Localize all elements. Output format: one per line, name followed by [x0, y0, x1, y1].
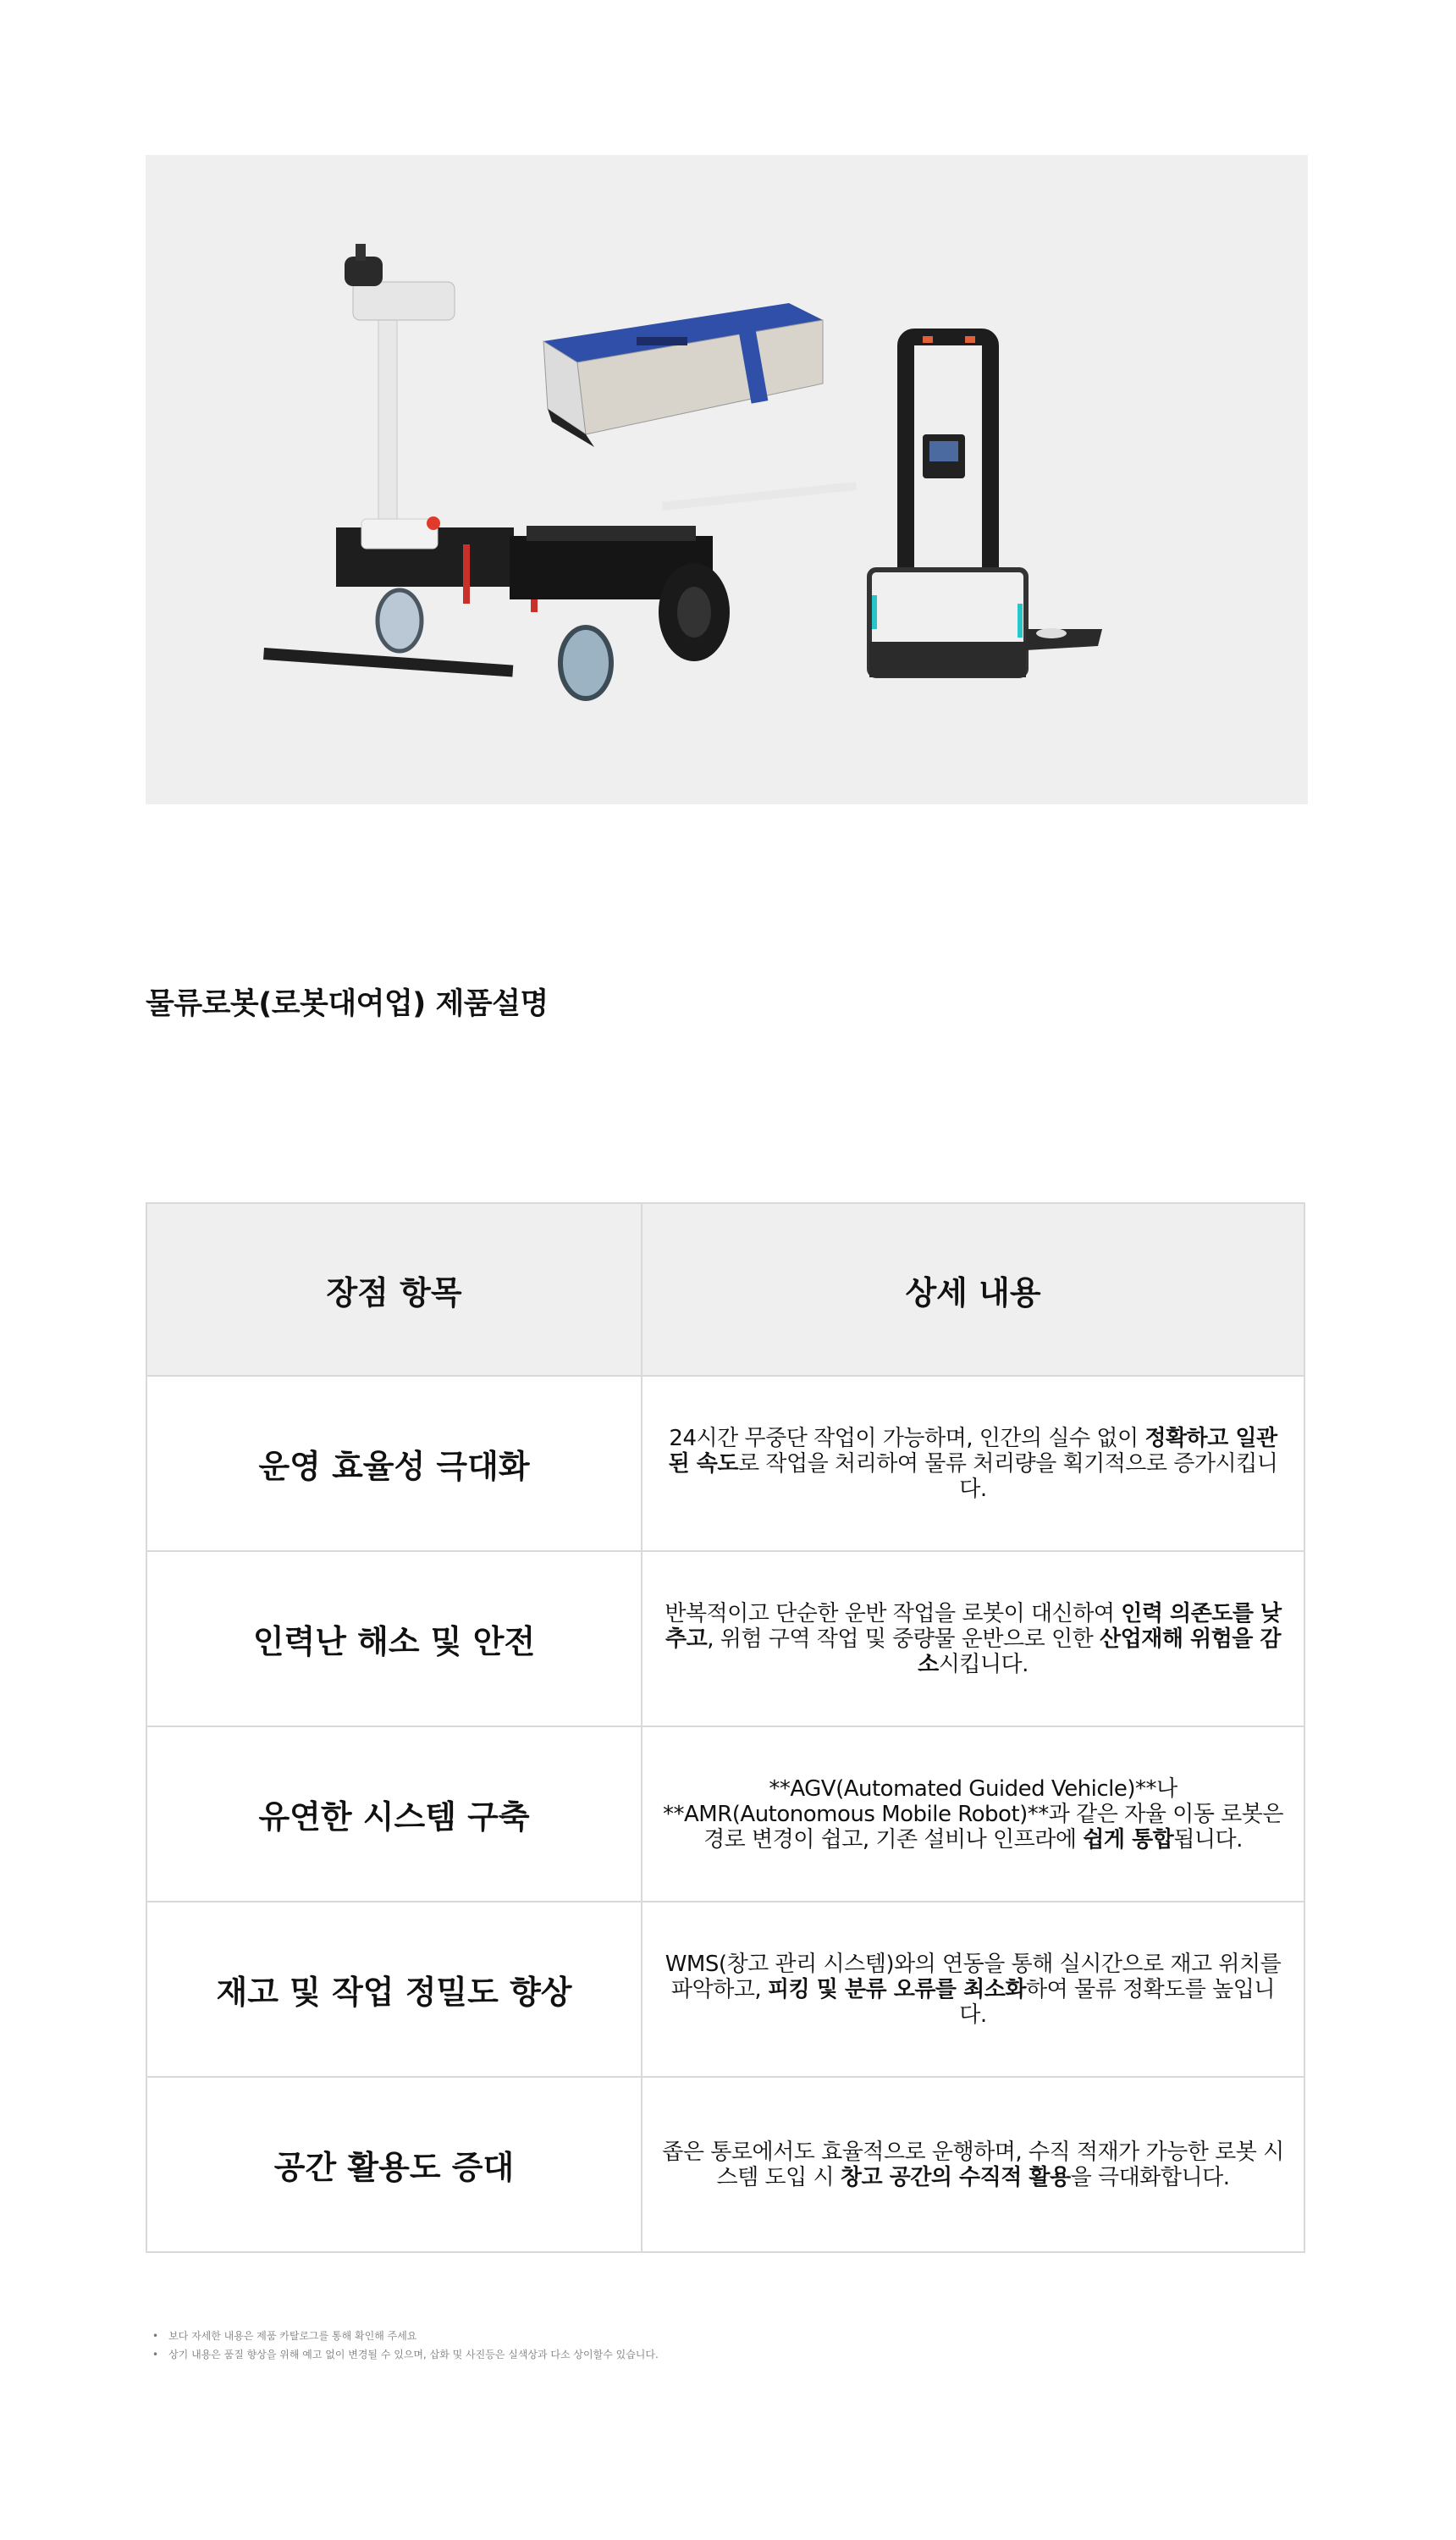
header-detail: 상세 내용 — [642, 1203, 1304, 1376]
mast-pallet-robot-illustration — [869, 336, 1102, 677]
advantage-item-cell: 공간 활용도 증대 — [146, 2077, 642, 2252]
detail-cell — [642, 1902, 1304, 2077]
flat-agv-illustration — [543, 303, 823, 447]
detail-text: 반복적이고 단순한 운반 작업을 로봇이 대신하여 — [665, 1600, 1122, 1626]
advantage-item-cell: 운영 효율성 극대화 — [146, 1376, 642, 1551]
detail-cell — [642, 1551, 1304, 1726]
table-row — [146, 1726, 1304, 1902]
detail-emphasis: 쉽게 통합 — [1083, 1826, 1174, 1853]
detail-text: **AGV(Automated Guided Vehicle)**나 **AMR(Autonomous Mobile Robot)**과 같은 자율 이동 로봇은 경로 변경이 쉽고, 기존 설비나 인프라에 — [662, 1775, 1284, 1853]
table-row — [146, 1551, 1304, 1726]
page-title: 물류로봇(로봇대여업) 제품설명 — [146, 987, 549, 1021]
detail-cell — [642, 1376, 1304, 1551]
table-row — [146, 1376, 1304, 1551]
detail-emphasis: 피킹 및 분류 오류를 최소화 — [767, 1976, 1026, 2002]
detail-cell — [642, 1726, 1304, 1902]
advantage-item-cell: 재고 및 작업 정밀도 향상 — [146, 1902, 642, 2077]
detail-text: 하여 물류 정확도를 높입니다. — [959, 1976, 1276, 2028]
product-spec-table — [146, 1202, 1305, 2253]
advantage-item-cell: 유연한 시스템 구축 — [146, 1726, 642, 1902]
table-row — [146, 2077, 1304, 2252]
detail-text: 로 작업을 처리하여 물류 처리량을 획기적으로 증가시킵니다. — [738, 1450, 1278, 1502]
footnotes — [169, 2327, 659, 2364]
product-hero-image — [146, 155, 1308, 804]
detail-emphasis: 창고 공간의 수직적 활용 — [840, 2164, 1071, 2190]
footnote-item: • 보다 자세한 내용은 제품 카탈로그를 통해 확인해 주세요 — [169, 2327, 659, 2345]
detail-text: WMS(창고 관리 시스템)와의 연동을 통해 실시간으로 재고 위치를 파악하고, — [665, 1951, 1282, 2002]
advantage-item-cell: 인력난 해소 및 안전 — [146, 1551, 642, 1726]
detail-text: 좁은 통로에서도 효율적으로 운행하며, 수직 적재가 가능한 로봇 시스템 도입 시 — [662, 2139, 1284, 2190]
detail-emphasis: 인력 의존도를 낮추고 — [665, 1600, 1282, 1652]
footnote-item: • 상기 내용은 품질 향상을 위해 예고 없이 변경될 수 있으며, 삽화 및 사진등은 실색상과 다소 상이할수 있습니다. — [169, 2345, 659, 2364]
detail-text: 시킵니다. — [938, 1651, 1029, 1677]
detail-text: , 위험 구역 작업 및 중량물 운반으로 인한 — [707, 1626, 1100, 1652]
header-advantage-item: 장점 항목 — [146, 1203, 642, 1376]
detail-text: 됩니다. — [1173, 1826, 1243, 1853]
detail-emphasis: 산업재해 위험을 감소 — [918, 1626, 1282, 1677]
table-header-row — [146, 1203, 1304, 1376]
detail-text: 24시간 무중단 작업이 가능하며, 인간의 실수 없이 — [669, 1425, 1145, 1451]
detail-text: 을 극대화합니다. — [1070, 2164, 1230, 2190]
detail-cell — [642, 2077, 1304, 2252]
table-row — [146, 1902, 1304, 2077]
detail-emphasis: 정확하고 일관된 속도 — [668, 1425, 1277, 1477]
